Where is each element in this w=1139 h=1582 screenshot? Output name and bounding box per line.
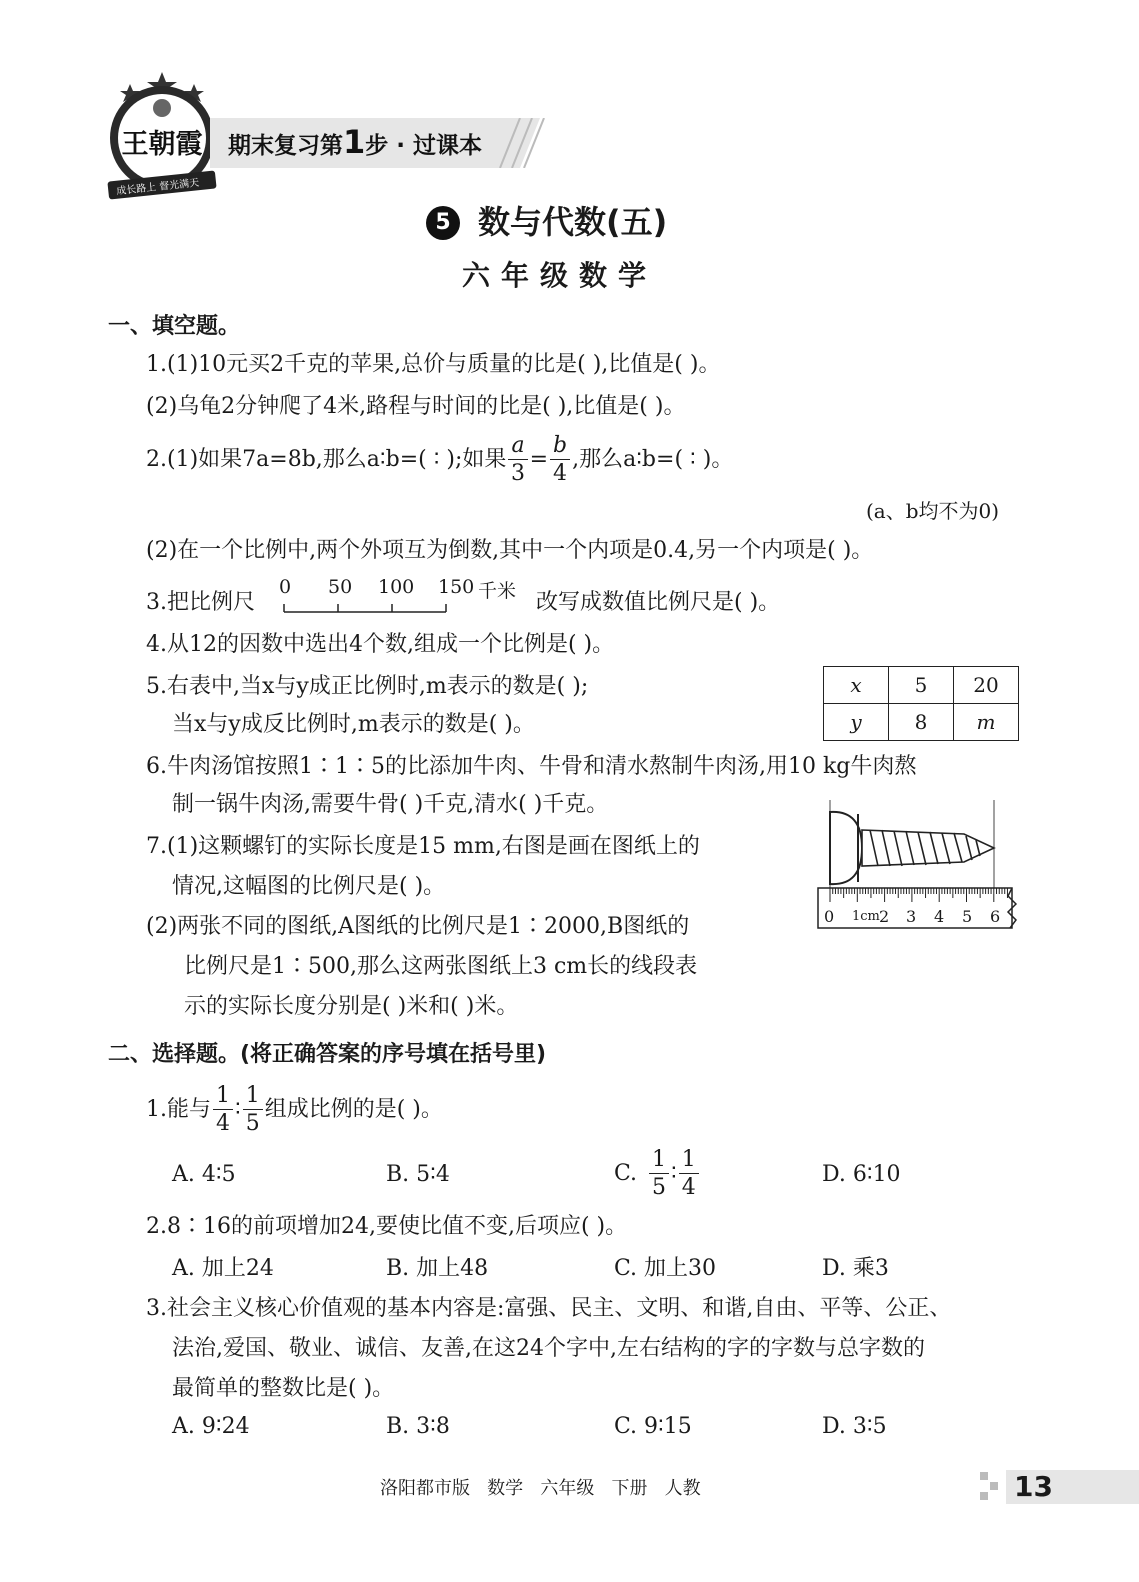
question-2-part-1 — [146, 432, 733, 488]
scale-unit: 千米 — [478, 580, 517, 602]
mc2-option-d: D. 乘3 — [822, 1256, 889, 1281]
mc2-option-b: B. 加上48 — [386, 1256, 489, 1281]
scale-bar — [276, 576, 526, 620]
section-heading-multiple-choice: 二、选择题。(将正确答案的序号填在括号里) — [108, 1042, 547, 1067]
section-heading-fill-in: 一、填空题。 — [108, 314, 241, 339]
mc3-option-a: A. 9∶24 — [172, 1414, 250, 1439]
question-2-note: (a、b均不为0) — [866, 499, 1000, 523]
ruler-label-3: 3 — [906, 907, 917, 926]
q2a-text-pre: 2.(1)如果7a=8b,那么a∶b=( ∶ );如果 — [146, 447, 507, 472]
mc1-text-pre: 1.能与 — [146, 1097, 211, 1122]
chapter-number-badge — [426, 206, 460, 240]
question-7-line-5: 示的实际长度分别是( )米和( )米。 — [184, 994, 519, 1019]
question-6-line-1: 6.牛肉汤馆按照1∶1∶5的比添加牛肉、牛骨和清水熬制牛肉汤,用10 kg牛肉熬 — [146, 754, 917, 779]
banner-suffix: 步 · 过课本 — [365, 133, 483, 159]
mc3-option-b: B. 3∶8 — [386, 1414, 450, 1439]
q2a-equals: = — [529, 447, 548, 472]
banner-prefix: 期末复习第 — [228, 133, 343, 159]
mc2-option-a: A. 加上24 — [172, 1256, 274, 1281]
mc-question-3-line-1: 3.社会主义核心价值观的基本内容是:富强、民主、文明、和谐,自由、平等、公正、 — [146, 1296, 952, 1321]
scale-tick-100: 100 — [378, 576, 415, 598]
screw-ruler-illustration — [814, 800, 1020, 932]
header-banner — [210, 118, 555, 168]
fraction-1-over-4: $\frac{1}{4}$ — [679, 1149, 699, 1199]
mc1-option-a: A. 4∶5 — [172, 1162, 236, 1187]
table-row — [824, 704, 1019, 741]
table-cell: 5 — [889, 667, 954, 704]
fraction-1-over-4: $\frac{1}{4}$ — [213, 1085, 233, 1135]
ruler-label-0: 0 — [824, 907, 835, 926]
page-title: 数与代数(五) — [478, 203, 668, 241]
question-3-prefix: 3.把比例尺 — [146, 590, 255, 615]
table-row — [824, 667, 1019, 704]
table-cell: m — [954, 704, 1019, 741]
chapter-number: 5 — [435, 210, 451, 235]
fraction-a-over-3: $\frac{a}{3}$ — [508, 435, 527, 485]
question-7-line-1: 7.(1)这颗螺钉的实际长度是15 mm,右图是画在图纸上的 — [146, 834, 700, 859]
scale-tick-0: 0 — [279, 576, 292, 598]
mc1-colon: ∶ — [235, 1097, 241, 1122]
mc1-option-c — [614, 1146, 701, 1202]
scale-tick-150: 150 — [438, 576, 475, 598]
question-7-line-3: (2)两张不同的图纸,A图纸的比例尺是1∶2000,B图纸的 — [146, 914, 690, 939]
fraction-b-over-4: $\frac{b}{4}$ — [550, 435, 570, 485]
question-2-part-2: (2)在一个比例中,两个外项互为倒数,其中一个内项是0.4,另一个内项是( )。 — [146, 538, 874, 563]
footer-page-block — [980, 1470, 1139, 1504]
mc2-option-c: C. 加上30 — [614, 1256, 717, 1281]
mc-question-2: 2.8∶16的前项增加24,要使比值不变,后项应( )。 — [146, 1214, 628, 1239]
page-subtitle: 六年级数学 — [462, 259, 658, 292]
xy-table — [823, 666, 1019, 741]
question-5-part-2: 当x与y成反比例时,m表示的数是( )。 — [172, 712, 535, 737]
banner-step-number: 1 — [343, 123, 366, 161]
ruler-label-6: 6 — [990, 907, 1001, 926]
mc-question-1 — [146, 1082, 443, 1138]
question-3-suffix: 改写成数值比例尺是( )。 — [536, 590, 781, 615]
ruler-label-1cm: 1cm — [852, 909, 880, 924]
mc1-option-c-label: C. — [614, 1161, 638, 1186]
table-cell: 20 — [954, 667, 1019, 704]
ruler-label-4: 4 — [934, 907, 945, 926]
footer-edition: 洛阳都市版 数学 六年级 下册 人教 — [380, 1478, 701, 1499]
ruler-label-2: 2 — [879, 907, 890, 926]
question-7-line-4: 比例尺是1∶500,那么这两张图纸上3 cm长的线段表 — [184, 954, 698, 979]
mc1-text-post: 组成比例的是( )。 — [264, 1097, 443, 1122]
table-cell: x — [824, 667, 889, 704]
mc1-option-b: B. 5∶4 — [386, 1162, 450, 1187]
table-cell: y — [824, 704, 889, 741]
mc3-option-d: D. 3∶5 — [822, 1414, 887, 1439]
scale-tick-50: 50 — [328, 576, 353, 598]
question-1-part-1: 1.(1)10元买2千克的苹果,总价与质量的比是( ),比值是( )。 — [146, 352, 721, 377]
logo-slogan: 成长路上 督光满天 — [115, 177, 200, 198]
question-5-part-1: 5.右表中,当x与y成正比例时,m表示的数是( ); — [146, 674, 589, 699]
mc-question-3-line-2: 法治,爱国、敬业、诚信、友善,在这24个字中,左右结构的字的字数与总字数的 — [172, 1336, 925, 1361]
mc1-option-d: D. 6∶10 — [822, 1162, 901, 1187]
fraction-1-over-5: $\frac{1}{5}$ — [243, 1085, 263, 1135]
table-cell: 8 — [889, 704, 954, 741]
logo-name: 王朝霞 — [121, 129, 203, 160]
ruler-label-5: 5 — [962, 907, 973, 926]
mc1-option-c-colon: ∶ — [671, 1161, 677, 1186]
question-6-line-2: 制一锅牛肉汤,需要牛骨( )千克,清水( )千克。 — [172, 792, 609, 817]
question-1-part-2: (2)乌龟2分钟爬了4米,路程与时间的比是( ),比值是( )。 — [146, 394, 686, 419]
brand-logo — [100, 70, 225, 200]
question-7-line-2: 情况,这幅图的比例尺是( )。 — [172, 874, 446, 899]
question-4: 4.从12的因数中选出4个数,组成一个比例是( )。 — [146, 632, 615, 657]
page-number: 13 — [1014, 1470, 1053, 1503]
fraction-1-over-5: $\frac{1}{5}$ — [649, 1149, 669, 1199]
mc-question-3-line-3: 最简单的整数比是( )。 — [172, 1376, 395, 1401]
q2a-text-post: ,那么a∶b=( ∶ )。 — [572, 447, 734, 472]
mc3-option-c: C. 9∶15 — [614, 1414, 692, 1439]
